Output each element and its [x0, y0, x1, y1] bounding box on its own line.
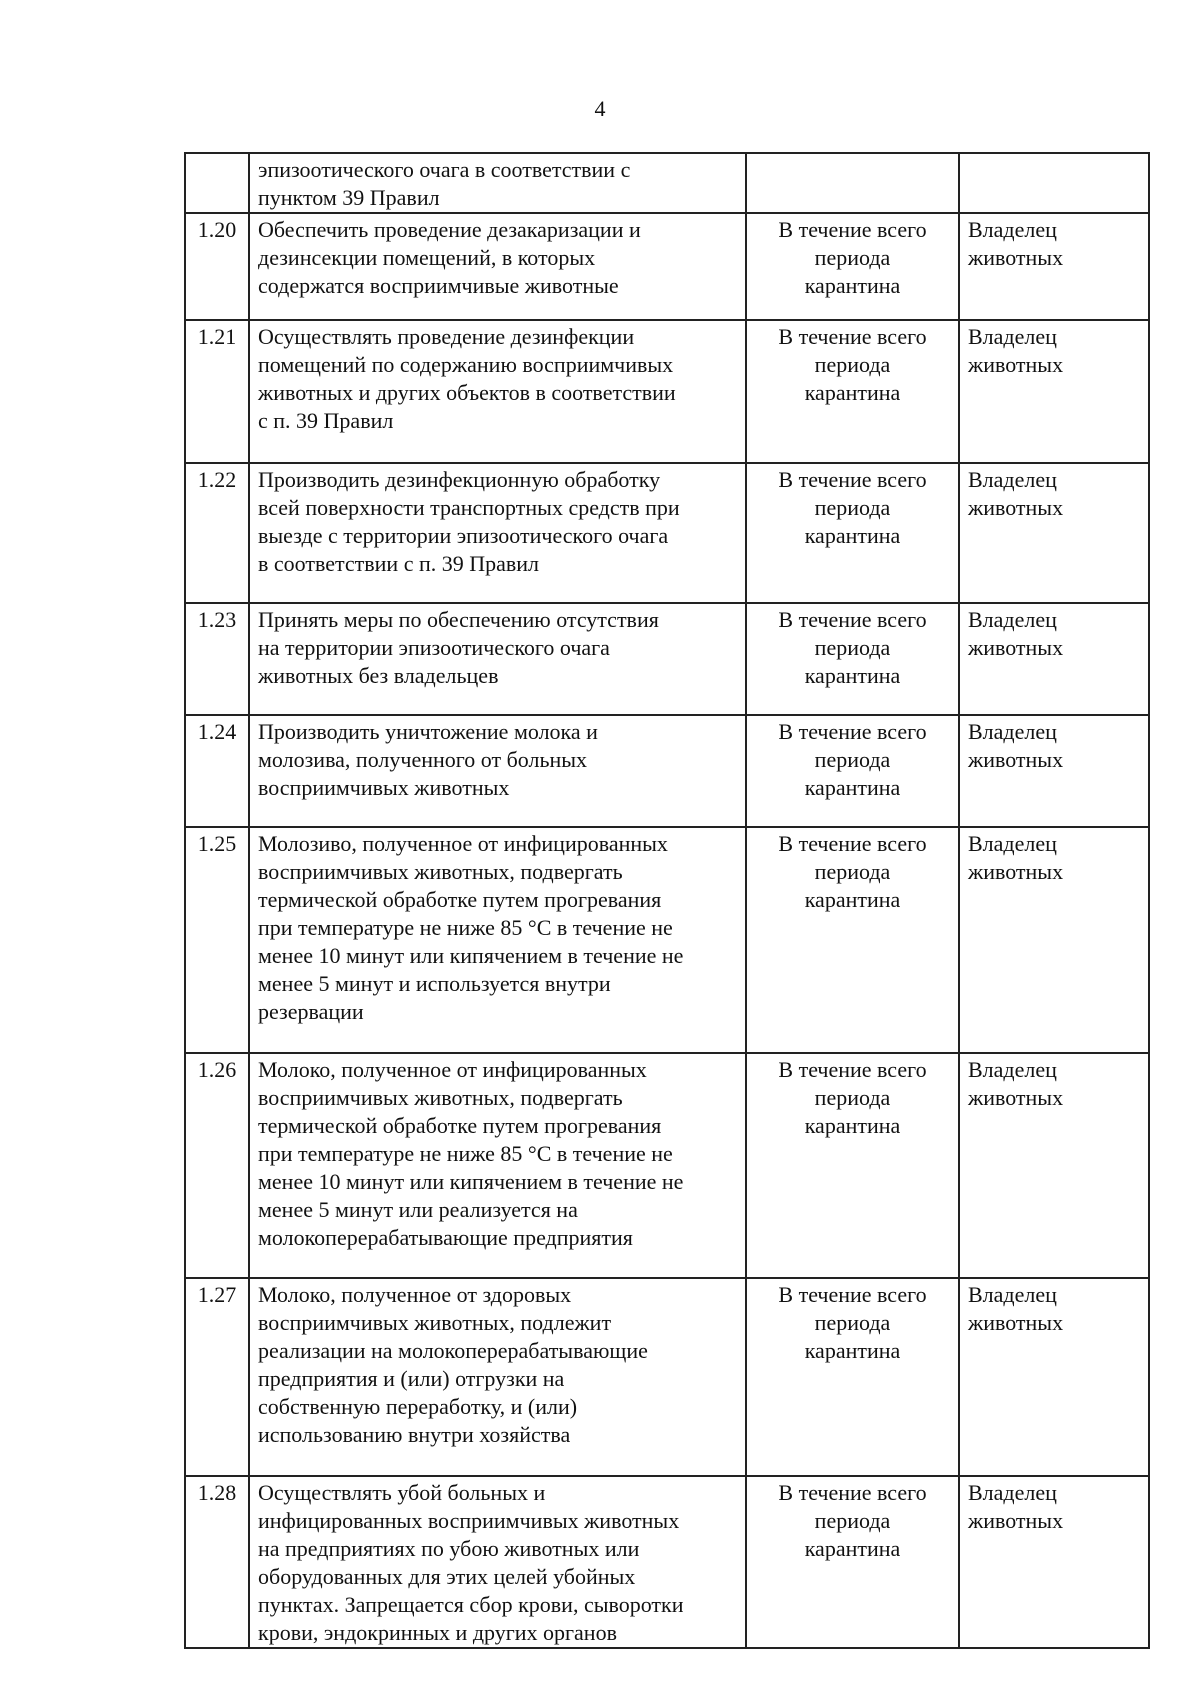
measure-text: Молоко, полученное от здоровых восприимчивых животных, подлежит реализации на молокоперерабатывающие предприятия и (или) отгрузки на собственную переработку, и (или) использованию внутри хозяйства [249, 1278, 746, 1476]
responsible-cell: Владелец животных [959, 1476, 1149, 1648]
row-number: 1.22 [185, 463, 249, 603]
table-row [185, 1278, 1149, 1476]
table-row [185, 320, 1149, 463]
quarantine-measures-table [184, 152, 1150, 1649]
table-row [185, 213, 1149, 320]
term-cell: В течение всего периода карантина [746, 603, 959, 715]
term-cell: В течение всего периода карантина [746, 827, 959, 1053]
row-number [185, 153, 249, 213]
table-row [185, 715, 1149, 827]
row-number: 1.27 [185, 1278, 249, 1476]
row-number: 1.21 [185, 320, 249, 463]
table-row [185, 153, 1149, 213]
term-cell [746, 153, 959, 213]
term-cell: В течение всего периода карантина [746, 1476, 959, 1648]
measure-text: Обеспечить проведение дезакаризации и дезинсекции помещений, в которых содержатся восприимчивые животные [249, 213, 746, 320]
responsible-cell: Владелец животных [959, 827, 1149, 1053]
measure-text: Принять меры по обеспечению отсутствия на территории эпизоотического очага животных без владельцев [249, 603, 746, 715]
measure-text: Осуществлять убой больных и инфицированных восприимчивых животных на предприятиях по убою животных или оборудованных для этих целей убойных пунктах. Запрещается сбор крови, сыворотки крови, эндокринных и других органов [249, 1476, 746, 1648]
table-row [185, 603, 1149, 715]
responsible-cell [959, 153, 1149, 213]
responsible-cell: Владелец животных [959, 213, 1149, 320]
measure-text: Осуществлять проведение дезинфекции помещений по содержанию восприимчивых животных и других объектов в соответствии с п. 39 Правил [249, 320, 746, 463]
term-cell: В течение всего периода карантина [746, 1278, 959, 1476]
measure-text: эпизоотического очага в соответствии с пунктом 39 Правил [249, 153, 746, 213]
term-cell: В течение всего периода карантина [746, 320, 959, 463]
term-cell: В течение всего периода карантина [746, 1053, 959, 1278]
responsible-cell: Владелец животных [959, 320, 1149, 463]
term-cell: В течение всего периода карантина [746, 715, 959, 827]
row-number: 1.26 [185, 1053, 249, 1278]
measure-text: Молоко, полученное от инфицированных восприимчивых животных, подвергать термической обработке путем прогревания при температуре не ниже 85 °С в течение не менее 10 минут или кипячением в течение не менее 5 минут или реализуется на молокоперерабатывающие предприятия [249, 1053, 746, 1278]
responsible-cell: Владелец животных [959, 463, 1149, 603]
term-cell: В течение всего периода карантина [746, 213, 959, 320]
table-row [185, 827, 1149, 1053]
measure-text: Производить дезинфекционную обработку всей поверхности транспортных средств при выезде с территории эпизоотического очага в соответствии с п. 39 Правил [249, 463, 746, 603]
responsible-cell: Владелец животных [959, 715, 1149, 827]
page-number: 4 [594, 96, 606, 121]
term-cell: В течение всего периода карантина [746, 463, 959, 603]
measure-text: Молозиво, полученное от инфицированных восприимчивых животных, подвергать термической обработке путем прогревания при температуре не ниже 85 °С в течение не менее 10 минут или кипячением в течение не менее 5 минут и используется внутри резервации [249, 827, 746, 1053]
responsible-cell: Владелец животных [959, 1278, 1149, 1476]
table-row [185, 1476, 1149, 1648]
row-number: 1.28 [185, 1476, 249, 1648]
row-number: 1.24 [185, 715, 249, 827]
table-row [185, 463, 1149, 603]
row-number: 1.23 [185, 603, 249, 715]
row-number: 1.20 [185, 213, 249, 320]
row-number: 1.25 [185, 827, 249, 1053]
responsible-cell: Владелец животных [959, 1053, 1149, 1278]
responsible-cell: Владелец животных [959, 603, 1149, 715]
table-row [185, 1053, 1149, 1278]
measure-text: Производить уничтожение молока и молозива, полученного от больных восприимчивых животных [249, 715, 746, 827]
